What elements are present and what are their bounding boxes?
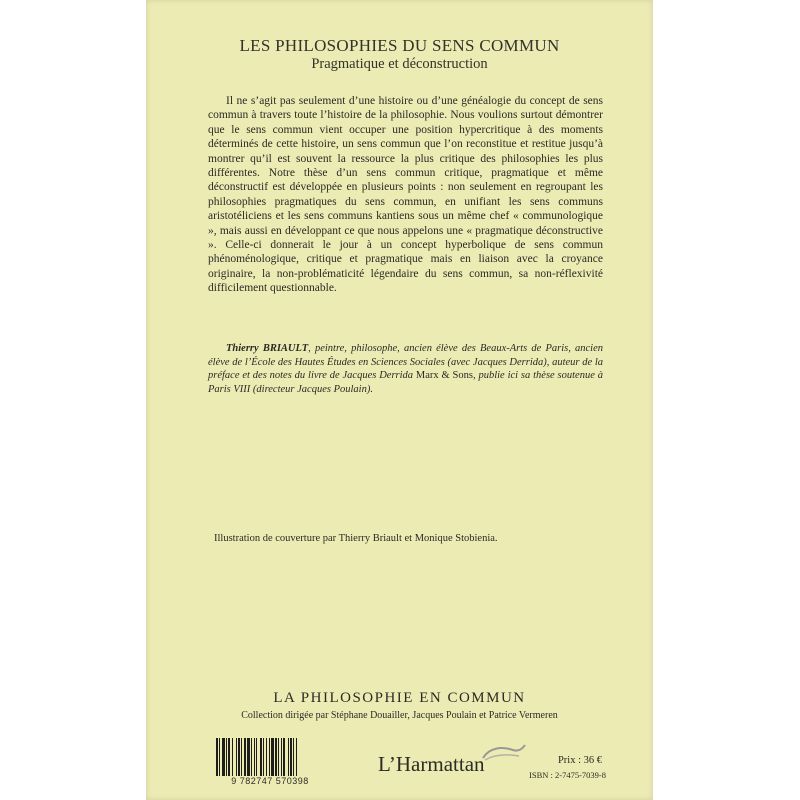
- author-bio-part2: , publie ici sa thèse soutenue à Paris VIII (directeur Jacques Poulain).: [208, 370, 603, 395]
- book-back-cover: [146, 0, 653, 800]
- blurb-text: Il ne s’agit pas seulement d’une histoire ou d’une généalogie du concept de sens commun à travers toute l’histoire de la philosophie. Nous voulions surtout démontrer que le sens commun vient occuper une position hypercritique à des moments déterminés de cette histoire, un sens commun que l’on reconstitue et restitue jusqu’à montrer qu’il est souvent la ressource la plus critique des philosophies les plus différentes. Notre thèse d’un sens commun critique, pragmatique et même déconstructif est développée en plusieurs points : non seulement en regroupant les philosophies pragmatiques du sens commun, en unifiant les sens communs aristotéliciens et les sens communs kantiens sous un même chef « communologique », mais aussi en développant ce que nous appelons une « pragmatique déconstructive ». Celle-ci donnerait le jour à un concept hyperbolique de sens commun phénoménologique, critique et pragmatique mais en liaison avec la croyance originaire, la non-problématicité légendaire du sens commun, sa non-réflexivité difficilement questionnable.: [208, 95, 603, 295]
- publisher-name: L’Harmattan: [378, 752, 485, 776]
- series-title: LA PHILOSOPHIE EN COMMUN: [273, 690, 526, 706]
- price: Prix : 36 €: [557, 755, 602, 766]
- author-name: Thierry BRIAULT: [226, 343, 309, 354]
- barcode-icon: [214, 738, 326, 778]
- series-editors: Collection dirigée par Stéphane Douailler, Jacques Poulain et Patrice Vermeren: [241, 710, 558, 721]
- author-book-title: Marx & Sons: [415, 370, 473, 382]
- illustration-credit: Illustration de couverture par Thierry Briault et Monique Stobienia.: [214, 533, 498, 544]
- isbn: ISBN : 2-7475-7039-8: [529, 770, 606, 780]
- barcode-number: 9 782747 570398: [214, 776, 326, 786]
- book-subtitle: Pragmatique et déconstruction: [311, 56, 488, 72]
- publisher-logo-icon: [479, 742, 527, 762]
- book-title: LES PHILOSOPHIES DU SENS COMMUN: [239, 36, 560, 55]
- author-bio-part1: , peintre, philosophe, ancien élève des Beaux-Arts de Paris, ancien élève de l’École des Hautes Études en Sciences Sociales (avec Jacques Derrida), auteur de la préface et des notes du livre de Jacques Derrida: [208, 343, 603, 382]
- author-bio: [208, 342, 603, 396]
- barcode: [214, 738, 326, 786]
